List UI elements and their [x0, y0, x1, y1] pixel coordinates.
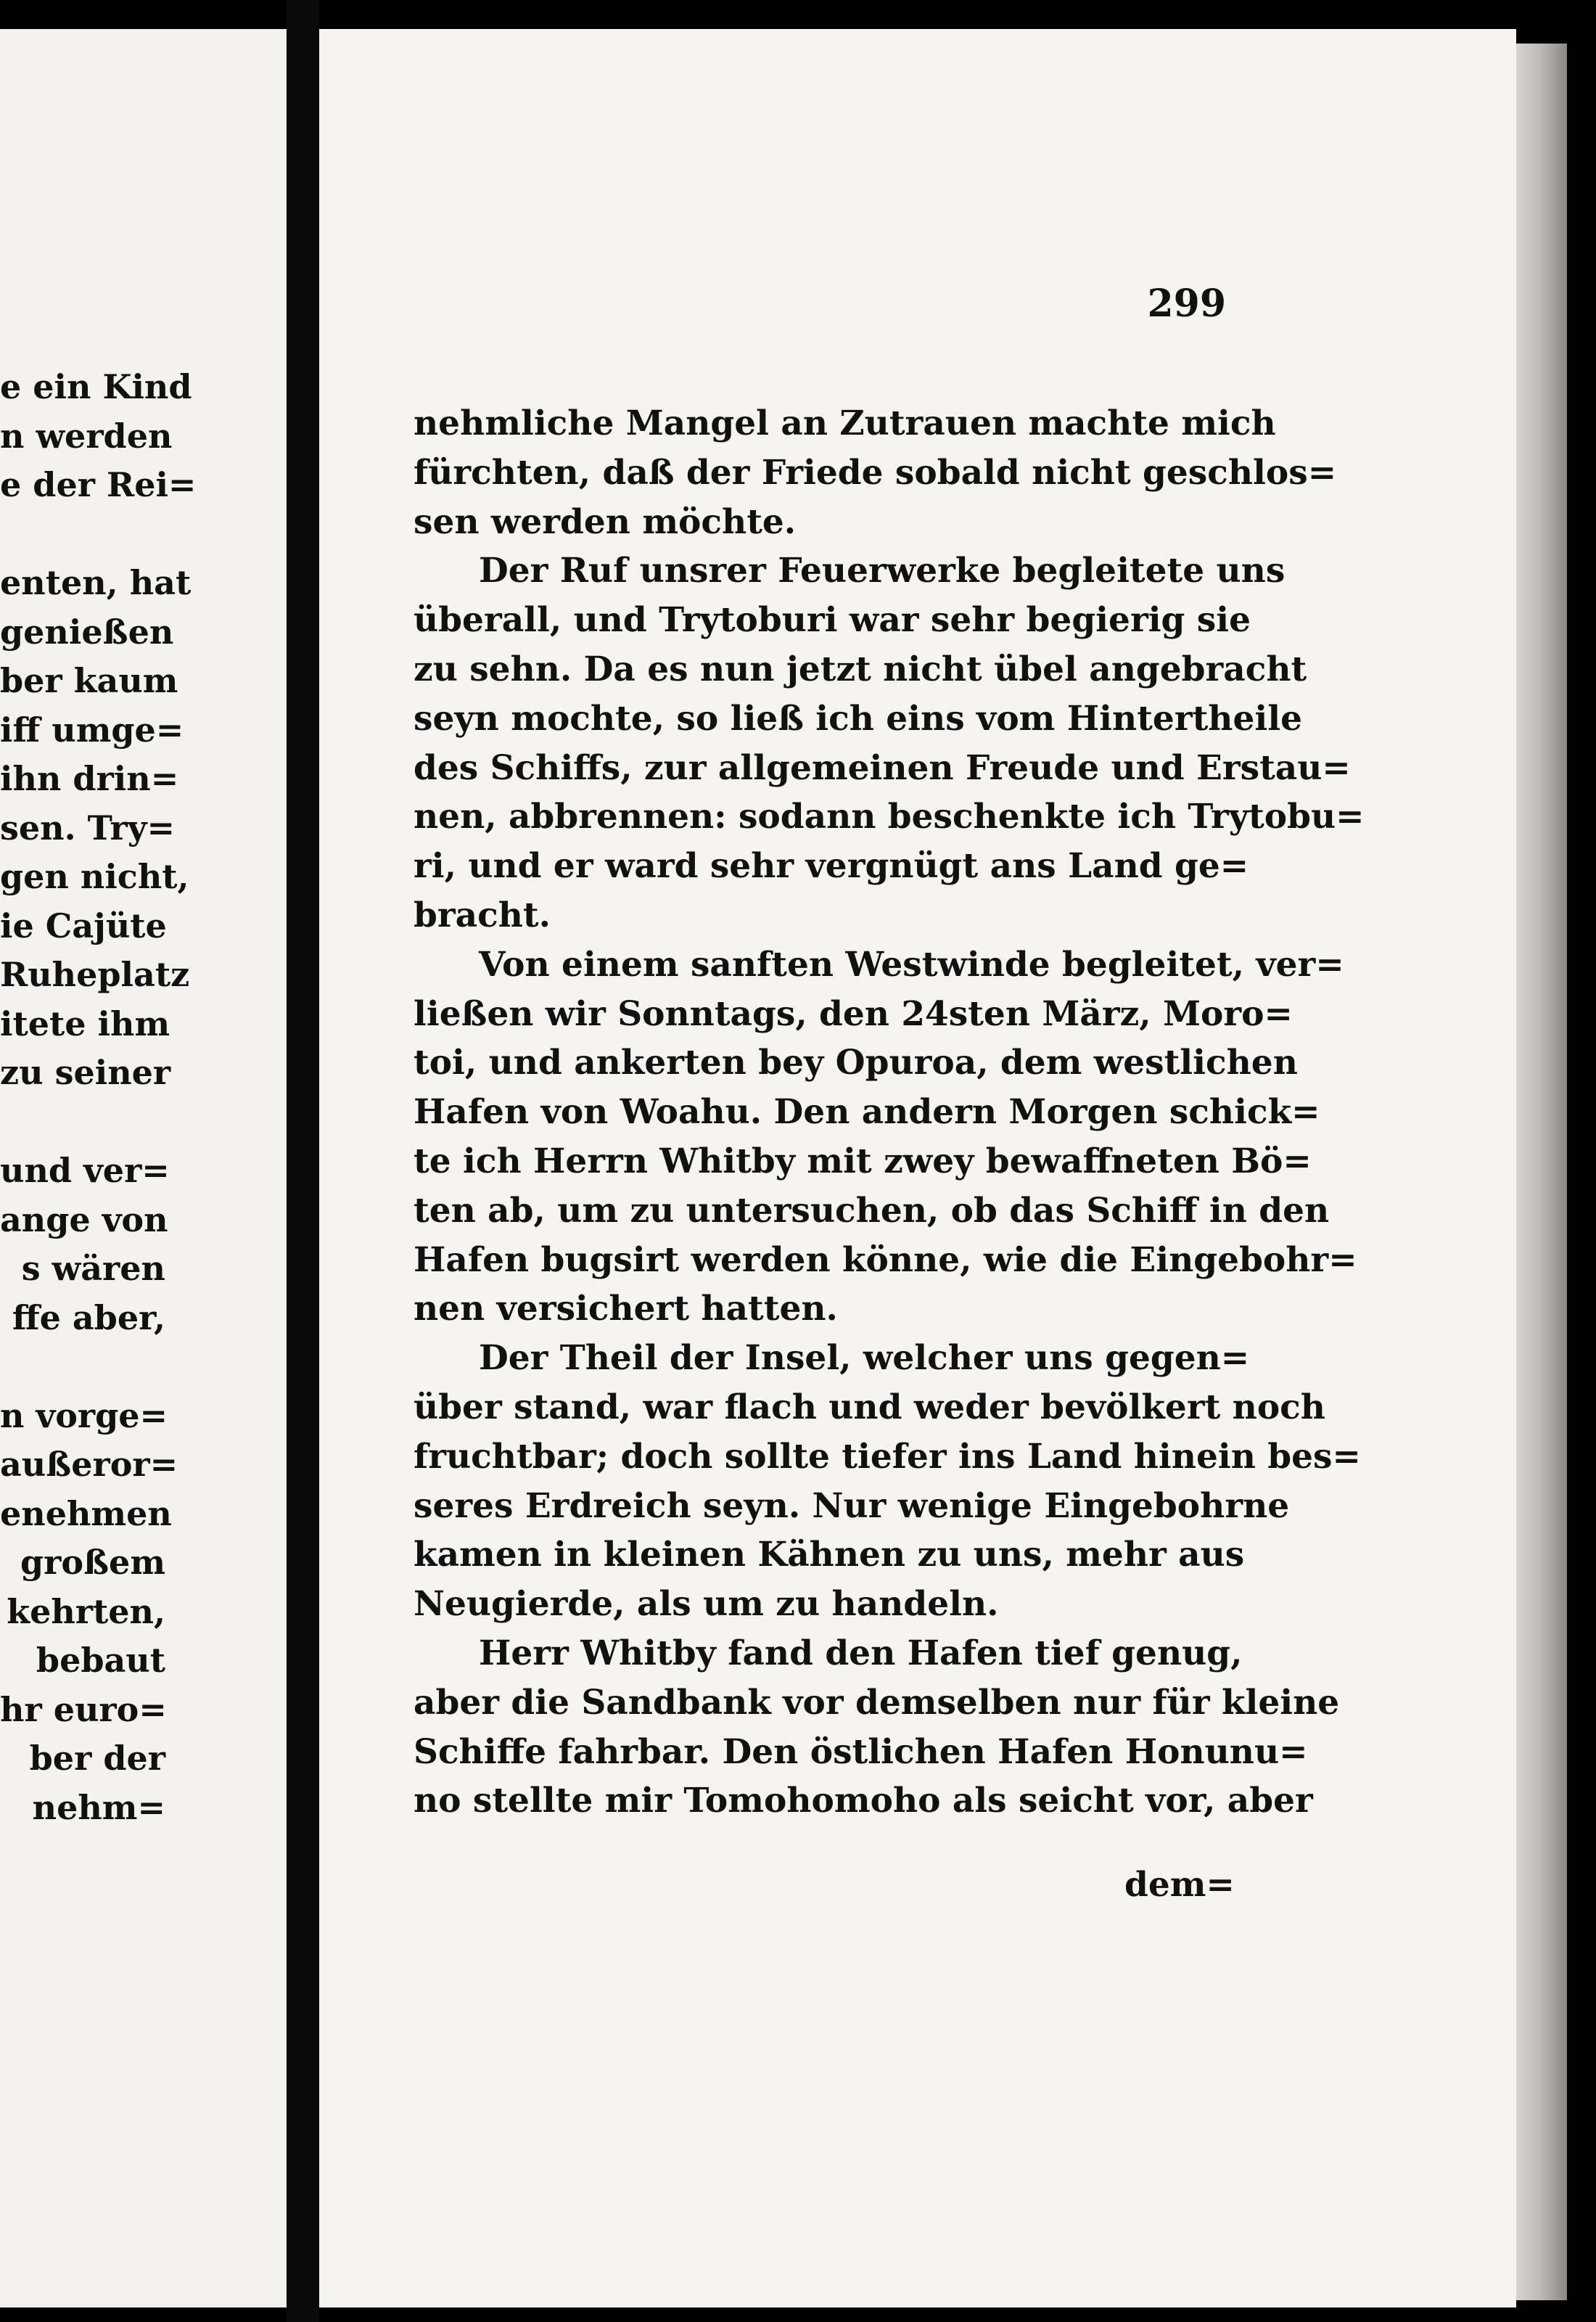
text-line: Herr Whitby fand den Hafen tief genug, [479, 1633, 1243, 1673]
book-gutter [287, 0, 319, 2322]
left-line: e ein Kind [0, 367, 192, 406]
left-line: s wären [21, 1249, 165, 1288]
left-line: Ruheplatz [0, 955, 190, 994]
left-line: sen. Try= [0, 808, 176, 848]
text-line: überall, und Trytoburi war sehr begierig sie [414, 600, 1251, 641]
text-line: seres Erdreich seyn. Nur wenige Eingebohrne [414, 1485, 1290, 1526]
right-page [319, 29, 1516, 2307]
text-line: fruchtbar; doch sollte tiefer ins Land hinein bes= [414, 1436, 1361, 1477]
text-line: toi, und ankerten bey Opuroa, dem westlichen [414, 1043, 1298, 1083]
left-line: n vorge= [0, 1395, 168, 1435]
text-line: te ich Herrn Whitby mit zwey bewaffneten Bö= [414, 1141, 1312, 1181]
left-line: zu seiner [0, 1053, 171, 1092]
text-line: Der Ruf unsrer Feuerwerke begleitete uns [479, 551, 1286, 591]
left-page-text [0, 363, 197, 1832]
text-line: Hafen von Woahu. Den andern Morgen schick= [414, 1092, 1320, 1133]
left-line: genießen [0, 612, 174, 652]
text-line: des Schiffs, zur allgemeinen Freude und Erstau= [414, 747, 1351, 788]
text-line: Schiffe fahrbar. Den östlichen Hafen Honunu= [414, 1731, 1308, 1772]
left-line [0, 1098, 165, 1147]
text-line: aber die Sandbank vor demselben nur für kleine [414, 1682, 1340, 1723]
left-line: bebaut [36, 1641, 165, 1680]
body-text [414, 399, 1365, 1826]
left-line: enehmen [0, 1493, 172, 1533]
text-line: kamen in kleinen Kähnen zu uns, mehr aus [414, 1535, 1245, 1575]
left-line: e der Rei= [0, 465, 197, 504]
left-line: ie Cajüte [0, 906, 167, 945]
text-line: nen, abbrennen: sodann beschenkte ich Trytobu= [414, 797, 1365, 837]
catchword: dem= [1124, 1865, 1235, 1905]
text-line: ten ab, um zu untersuchen, ob das Schiff in den [414, 1190, 1330, 1231]
left-line: ange von [0, 1199, 168, 1239]
text-line: ri, und er ward sehr vergnügt ans Land ge= [414, 846, 1249, 887]
text-line: ließen wir Sonntags, den 24sten März, Moro= [414, 993, 1293, 1034]
left-line: nehm= [32, 1787, 165, 1827]
text-line: Neugierde, als um zu handeln. [414, 1584, 999, 1625]
left-line: außeror= [0, 1445, 178, 1484]
left-line: großem [20, 1543, 165, 1582]
left-line: hr euro= [0, 1689, 167, 1729]
text-line: bracht. [414, 895, 551, 935]
text-line: über stand, war flach und weder bevölkert noch [414, 1387, 1325, 1427]
text-line: fürchten, daß der Friede sobald nicht geschlos= [414, 452, 1337, 493]
left-line: ffe aber, [12, 1297, 165, 1337]
text-line: Der Theil der Insel, welcher uns gegen= [479, 1338, 1250, 1379]
text-line: zu sehn. Da es nun jetzt nicht übel angebracht [414, 649, 1307, 689]
left-line: n werden [0, 416, 173, 456]
left-line: und ver= [0, 1151, 170, 1190]
left-line: gen nicht, [0, 857, 189, 896]
left-page [0, 29, 287, 2307]
left-line [0, 510, 165, 559]
left-line: itete ihm [0, 1004, 170, 1043]
page-number: 299 [1147, 282, 1226, 326]
text-line: seyn mochte, so ließ ich eins vom Hintertheile [414, 698, 1302, 739]
text-line: Von einem sanften Westwinde begleitet, ver= [479, 944, 1344, 985]
left-line: enten, hat [0, 563, 192, 602]
left-line: kehrten, [7, 1591, 165, 1631]
left-line: ber kaum [0, 661, 178, 700]
left-line: ber der [29, 1739, 165, 1778]
left-line: iff umge= [0, 710, 184, 750]
text-line: no stellte mir Tomohomoho als seicht vor, aber [414, 1781, 1313, 1821]
left-line [0, 1342, 165, 1392]
text-line: nehmliche Mangel an Zutrauen machte mich [414, 403, 1276, 443]
text-line: sen werden möchte. [414, 501, 797, 542]
text-line: Hafen bugsirt werden könne, wie die Eingebohr= [414, 1239, 1357, 1280]
text-line: nen versichert hatten. [414, 1289, 838, 1329]
left-line: ihn drin= [0, 759, 179, 798]
